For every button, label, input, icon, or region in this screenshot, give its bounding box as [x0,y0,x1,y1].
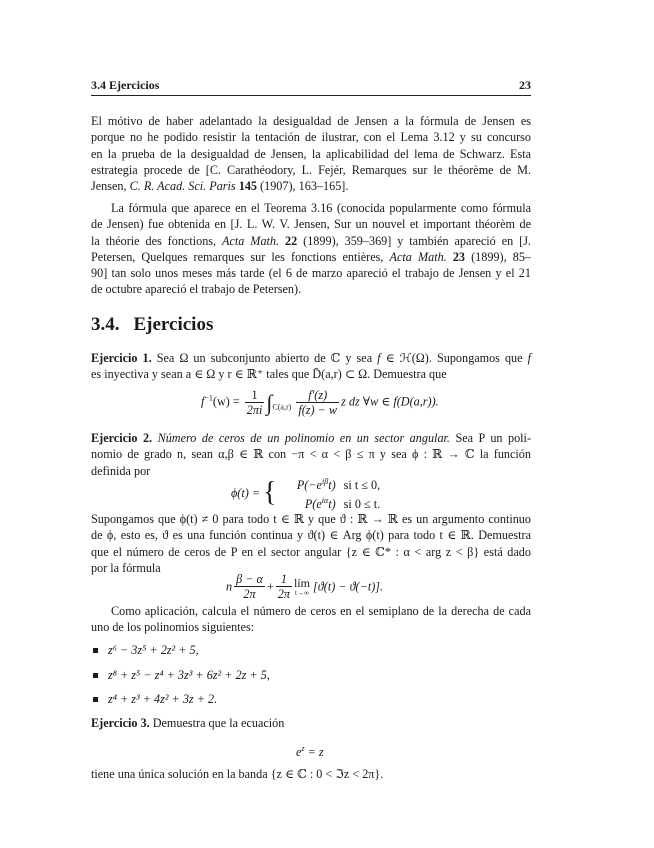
bullet-icon [93,648,98,653]
volume-number: 145 [238,179,257,194]
numerator: f′(z) [308,388,328,402]
exercise-2 [91,430,531,479]
text-line: porque no he podido resistir la tentación de ilustrar, con el Lema 3.12 y su concurso [91,130,531,145]
volume-number: 22 [285,233,298,248]
integral-subscript: C(a,r) [272,402,292,412]
text-run: Sea Ω un subconjunto abierto de ℂ y sea [151,351,378,365]
text-run: (1899), 359–369] y también apareció en [J. [297,233,531,248]
polynomial-item [91,691,217,707]
header-rule [91,95,531,96]
exercise-title: Número de ceros de un polinomio en un sector angular. [157,431,450,445]
text-run: (1899), 85– [465,249,532,264]
exercise-3 [91,715,531,731]
eq-text: ϕ(t) = [231,486,261,500]
eq-text: e [296,745,302,759]
text-line: en la prueba de la desigualdad de Jensen, la aplicabilidad del lema de Schwarz. Esta [91,146,531,161]
intro-paragraph-1 [91,113,531,194]
text-line: definida por [91,463,151,478]
text-line: La fórmula que aparece en el Teorema 3.16 (conocida popularmente como fórmula [111,201,531,215]
volume-number: 23 [452,249,465,264]
text-line [91,233,531,249]
polynomial: z⁴ + z³ + 4z² + 3z + 2. [108,692,218,706]
section-number: 3.4. [91,314,120,335]
text-line: Como aplicación, calcula el número de ceros en el semiplano de la derecha de cada [111,604,531,618]
eq-text: = z [304,745,324,759]
polynomial-item [91,667,270,683]
text-line: de Jensen) fue obtenida en [J. L. W. V. Jensen, Sur un nouvel et important théorèm de [91,217,531,232]
section-heading [91,313,213,337]
denominator: f(z) − w [298,403,338,417]
journal-name: Acta Math. [389,249,447,264]
eq-superscript: iα [321,496,329,505]
eq-text: [ϑ(t) − ϑ(−t)]. [313,579,384,594]
text-line [91,178,531,194]
text-line: que el número de ceros de P en el sector angular {z ∈ ℂ* : α < arg z < β} está dado [91,544,531,559]
numerator: β − α [236,572,263,586]
eq-text: P(e [304,497,322,511]
exercise-label: Ejercicio 3. [91,716,150,730]
text-line [91,350,531,366]
exercise-label: Ejercicio 2. [91,431,153,445]
text-run: ∈ ℋ(Ω). Supongamos que [380,351,528,365]
fraction [234,572,265,601]
case-condition: si t ≤ 0, [343,478,381,492]
eq-text: t) [328,497,336,511]
polynomial: z⁸ + z⁵ − z⁴ + 3z³ + 6z² + 2z + 5, [108,668,270,682]
numerator: 1 [280,572,287,586]
eq-text: t) [328,478,336,492]
exercise-3-continued [91,766,531,782]
eq-symbol: n [226,579,233,594]
application-paragraph [91,603,531,636]
eq-operator: + [266,579,274,594]
integral-sign: ∫ [266,389,273,415]
exercise-2-continued [91,511,531,576]
cases-body [280,474,381,512]
denominator: 2πi [246,403,263,417]
text-run: Sea P un poli- [449,431,531,445]
exercise-1 [91,350,531,383]
eq-superscript: z [301,744,305,753]
case-value [280,474,336,493]
text-run: Jensen, [91,179,130,194]
text-line: uno de los polinomios siguientes: [91,620,255,635]
numerator: 1 [251,388,258,402]
left-brace: { [263,477,277,508]
case-row [280,474,381,493]
page [91,0,531,848]
eq-text: P(−e [296,478,322,492]
text-run: la théorie des fonctions, [91,233,223,248]
text-line: estrategia procede de [C. Carathéodory, L. Fejér, Remarques sur le théorème de M. [91,162,531,177]
text-line: de ϕ, esto es, ϑ es una función continua y ϑ(t) ∈ Arg ϕ(t) para todo t ∈ ℝ. Demuestra [91,528,531,543]
section-title: Ejercicios [133,314,214,335]
bullet-icon [93,673,98,678]
eq-superscript: iβ [321,477,329,486]
case-condition: si 0 ≤ t. [343,497,381,511]
text-line: por la fórmula [91,560,161,575]
text-line: 90] tan solo unos meses más tarde (el 6 de marzo apareció el trabajo de Jensen y el 21 [91,266,531,281]
text-run: Demuestra que la ecuación [149,716,285,730]
text-run: f [527,351,531,365]
text-line: tiene una única solución en la banda {z ∈ ℂ : 0 < ℑz < 2π}. [91,767,384,781]
case-row [280,493,381,512]
page-number: 23 [519,78,531,92]
text-line: nomio de grado n, sean α,β ∈ ℝ con −π < α < β ≤ π y sea ϕ : ℝ → ℂ la función [91,447,531,462]
polynomial-item [91,642,199,658]
text-line: es inyectiva y sean a ∈ Ω y r ∈ ℝ⁺ tales que D̄(a,r) ⊂ Ω. Demuestra que [91,367,447,382]
fraction [276,572,292,601]
piecewise-cases [263,474,380,512]
text-run: (1907), 163–165]. [257,179,349,194]
intro-paragraph-2 [91,200,531,298]
eq-text: (w) = [212,394,240,409]
fraction [296,388,339,417]
equation-zero-count [226,572,383,601]
journal-name: Acta Math. [222,233,280,248]
bullet-icon [93,697,98,702]
limit-word: lím [293,575,310,590]
running-head-section: 3.4 Ejercicios [91,78,160,92]
limit-subscript: t→∞ [295,588,309,597]
text-run: Petersen, Quelques remarques sur les fonctions entières, [91,249,390,264]
eq-superscript: −1 [204,393,213,403]
eq-symbol: f [201,394,205,409]
text-line: de octubre apareció el trabajo de Petersen). [91,282,302,297]
denominator: 2π [234,586,265,601]
denominator: 2π [277,587,290,601]
limit-operator [294,577,310,597]
journal-name: C. R. Acad. Sci. Paris [129,179,236,194]
equation-phi-definition [231,474,380,512]
text-line [91,430,531,446]
running-head [91,77,531,93]
text-line: El mótivo de haber adelantado la desigualdad de Jensen a la fórmula de Jensen es [91,114,531,128]
text-line [91,715,531,731]
text-run: f [377,351,381,365]
polynomial: z⁶ − 3z⁵ + 2z² + 5, [108,643,199,657]
eq-text: z dz ∀w ∈ f(D(a,r)). [341,394,439,409]
text-line: Supongamos que ϕ(t) ≠ 0 para todo t ∈ ℝ y que ϑ : ℝ → ℝ es un argumento continuo [91,512,531,526]
fraction [245,388,265,417]
equation-inverse-function [201,388,439,417]
text-line [91,249,531,265]
equation-exp [296,741,324,760]
exercise-label: Ejercicio 1. [91,351,152,365]
case-value [280,493,336,512]
